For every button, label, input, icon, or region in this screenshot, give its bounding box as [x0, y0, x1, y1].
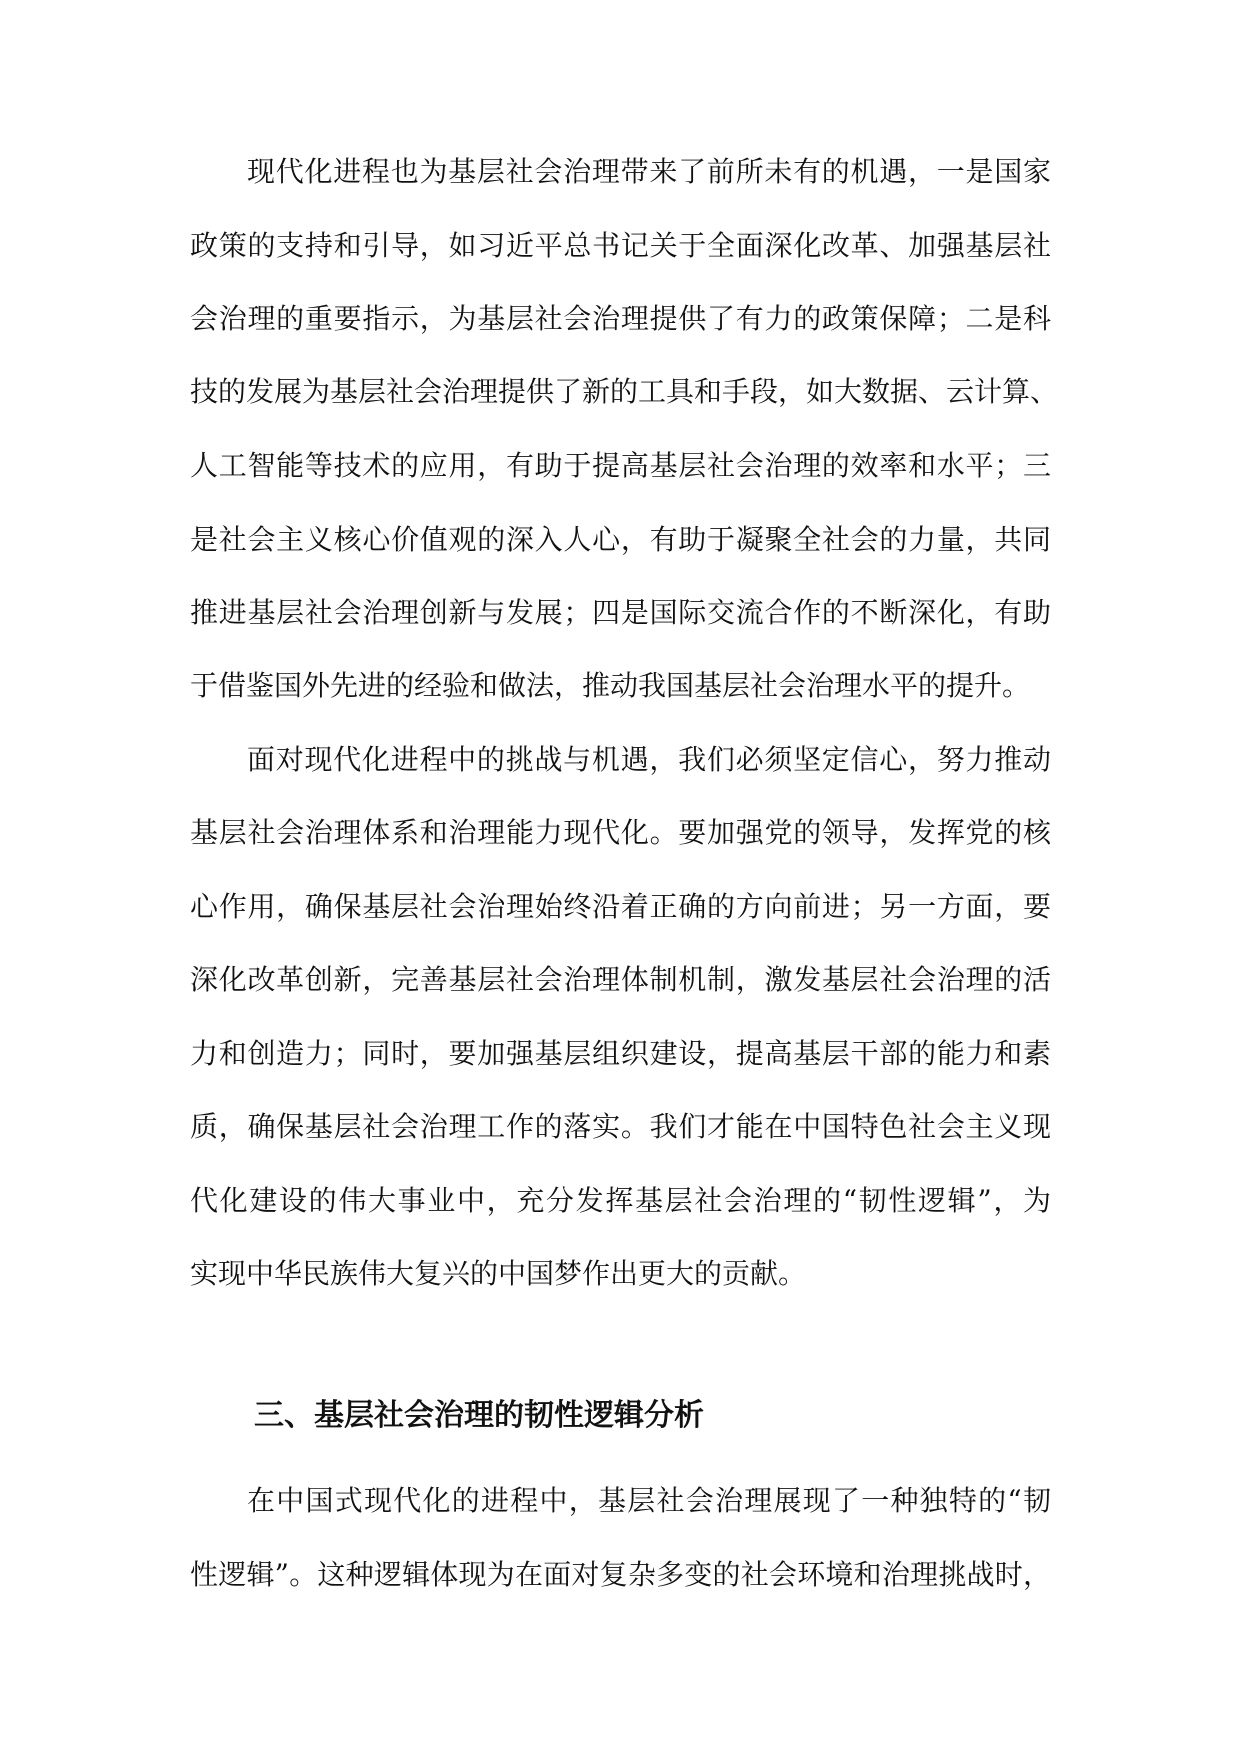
- text-line: 基层社会治理体系和治理能力现代化。要加强党的领导，发挥党的核: [190, 816, 1051, 849]
- text-line: 会治理的重要指示，为基层社会治理提供了有力的政策保障；二是科: [190, 302, 1051, 335]
- text-line: 技的发展为基层社会治理提供了新的工具和手段，如大数据、云计算、: [190, 375, 1059, 408]
- text-line: 面对现代化进程中的挑战与机遇，我们必须坚定信心，努力推动: [247, 743, 1051, 776]
- text-line: 性逻辑”。这种逻辑体现为在面对复杂多变的社会环境和治理挑战时，: [190, 1558, 1051, 1591]
- text-line: 于借鉴国外先进的经验和做法，推动我国基层社会治理水平的提升。: [190, 669, 1031, 702]
- text-line: 质，确保基层社会治理工作的落实。我们才能在中国特色社会主义现: [190, 1110, 1051, 1143]
- text-line: 实现中华民族伟大复兴的中国梦作出更大的贡献。: [190, 1257, 807, 1290]
- text-line: 政策的支持和引导，如习近平总书记关于全面深化改革、加强基层社: [190, 229, 1051, 262]
- text-line: 是社会主义核心价值观的深入人心，有助于凝聚全社会的力量，共同: [190, 523, 1051, 556]
- section-heading: 三、基层社会治理的韧性逻辑分析: [254, 1398, 704, 1433]
- text-line: 力和创造力；同时，要加强基层组织建设，提高基层干部的能力和素: [190, 1037, 1051, 1070]
- text-line: 心作用，确保基层社会治理始终沿着正确的方向前进；另一方面，要: [190, 890, 1051, 923]
- text-line: 深化改革创新，完善基层社会治理体制机制，激发基层社会治理的活: [190, 963, 1051, 996]
- text-line: 人工智能等技术的应用，有助于提高基层社会治理的效率和水平；三: [190, 449, 1051, 482]
- text-line: 在中国式现代化的进程中，基层社会治理展现了一种独特的“韧: [247, 1484, 1051, 1517]
- text-line: 代化建设的伟大事业中，充分发挥基层社会治理的“韧性逻辑”，为: [190, 1184, 1051, 1217]
- text-line: 现代化进程也为基层社会治理带来了前所未有的机遇，一是国家: [247, 155, 1051, 188]
- text-line: 推进基层社会治理创新与发展；四是国际交流合作的不断深化，有助: [190, 596, 1051, 629]
